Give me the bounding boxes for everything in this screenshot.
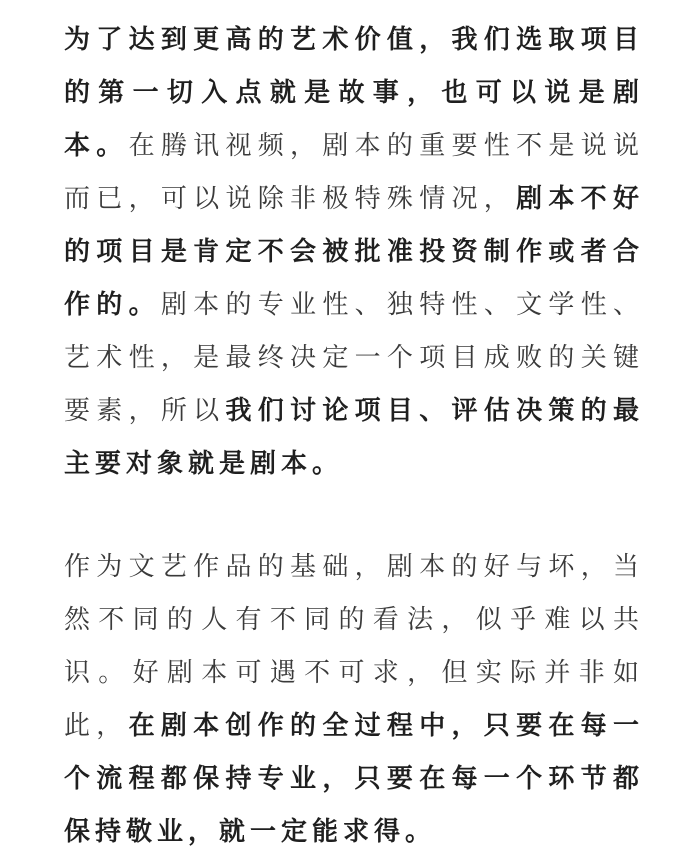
bold-text: 为了达到更高的艺术价值，我们选取项目的第一切入点就是故事，也可以说是剧本。 [64, 25, 644, 161]
body-text: 剧本的专业性、独特性、文学性、艺术性，是最终决定一个项目成败的关键要素，所以 [64, 290, 644, 426]
paragraph-1 [64, 14, 644, 491]
body-text: 在腾讯视频，剧本的重要性不是说说而已，可以说除非极特殊情况， [64, 131, 644, 214]
article-body [64, 14, 644, 859]
bold-text: 在剧本创作的全过程中，只要在每一个流程都保持专业，只要在每一个环节都保持敬业，就一定能求得。 [64, 711, 644, 847]
body-text: 作为文艺作品的基础，剧本的好与坏，当然不同的人有不同的看法，似乎难以共识。好剧本可遇不可求，但实际并非如此， [64, 552, 644, 741]
paragraph-2 [64, 541, 644, 859]
bold-text: 剧本不好的项目是肯定不会被批准投资制作或者合作的。 [64, 184, 644, 320]
bold-text: 我们讨论项目、评估决策的最主要对象就是剧本。 [64, 396, 644, 479]
